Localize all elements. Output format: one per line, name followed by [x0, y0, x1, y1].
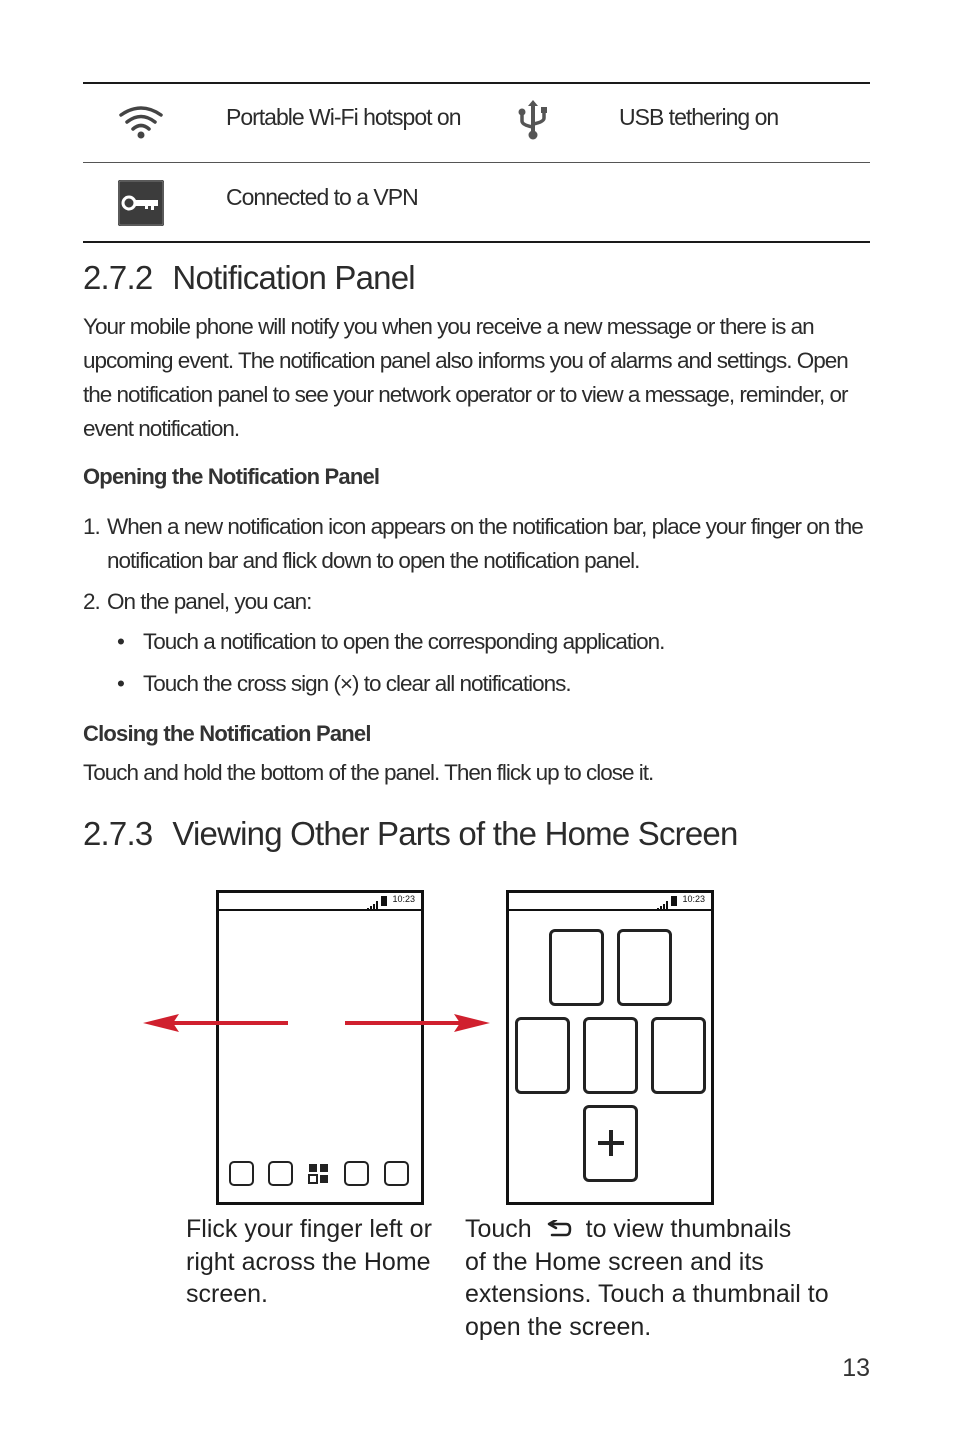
step-1: [83, 510, 873, 580]
thumbnails-phone-illustration: [506, 890, 714, 1205]
section-heading-home-screen: [83, 815, 738, 853]
battery-icon: [671, 896, 677, 906]
arrow-left-icon: [143, 1011, 291, 1040]
wifi-hotspot-icon: [118, 104, 164, 145]
status-bar: [219, 893, 421, 911]
section-title: Notification Panel: [172, 259, 415, 296]
table-bottom-rule: [83, 241, 870, 243]
clock-text: 10:23: [682, 894, 705, 904]
dock-icon: [344, 1161, 369, 1186]
section-title: Viewing Other Parts of the Home Screen: [172, 815, 738, 852]
bullet-text: Touch the cross sign (×) to clear all notifications.: [143, 671, 571, 696]
usb-icon: [518, 99, 548, 146]
home-thumbnail: [515, 1017, 570, 1094]
battery-icon: [381, 896, 387, 906]
caption-after-text: to view thumbnails: [585, 1215, 792, 1243]
app-grid-icon: [308, 1163, 330, 1190]
vpn-label: Connected to a VPN: [226, 184, 418, 210]
bullet-text: Touch a notification to open the corresponding application.: [143, 629, 665, 654]
caption-rest-text: of the Home screen and its extensions. Touch a thumbnail to open the screen.: [465, 1247, 829, 1341]
dock-icon: [384, 1161, 409, 1186]
caption-left: Flick your finger left or right across the Home screen.: [186, 1215, 432, 1308]
closing-subheading: Closing the Notification Panel: [83, 721, 371, 746]
dock-icon: [229, 1161, 254, 1186]
section-number: 2.7.3: [83, 815, 153, 852]
notification-intro-paragraph: Your mobile phone will notify you when you receive a new message or there is an upcoming event. The notification panel also informs you of alarms and settings. Open the notification panel to see your network operator or to view a message, reminder, or event notification.: [83, 314, 848, 441]
bullet-item: [117, 671, 571, 697]
bullet-dot: •: [117, 671, 124, 696]
clock-text: 10:23: [392, 894, 415, 904]
opening-subheading: Opening the Notification Panel: [83, 464, 380, 489]
signal-icon: [367, 897, 379, 906]
hotspot-label: Portable Wi-Fi hotspot on: [226, 104, 461, 130]
home-thumbnail: [651, 1017, 706, 1094]
step-number: 2.: [83, 589, 100, 614]
home-thumbnail: [549, 929, 604, 1006]
section-heading-notification-panel: [83, 259, 415, 297]
caption-right: [465, 1213, 835, 1343]
caption-touch-text: Touch: [465, 1215, 532, 1243]
home-thumbnail: [617, 929, 672, 1006]
plus-icon: [597, 1129, 625, 1162]
signal-icon: [657, 897, 669, 906]
usb-tethering-label: USB tethering on: [619, 104, 779, 130]
home-thumbnail: [583, 1017, 638, 1094]
bullet-item: [117, 629, 664, 655]
vpn-key-icon: [118, 180, 164, 231]
step-text: On the panel, you can:: [107, 589, 312, 614]
step-2: [83, 585, 873, 619]
closing-paragraph: Touch and hold the bottom of the panel. Then flick up to close it.: [83, 760, 654, 785]
table-top-rule: [83, 82, 870, 84]
step-text: When a new notification icon appears on the notification bar, place your finger on the notification bar and flick down to open the notification panel.: [107, 514, 863, 573]
add-thumbnail: [583, 1105, 638, 1182]
home-screen-phone-illustration: [216, 890, 424, 1205]
dock-icon: [268, 1161, 293, 1186]
arrow-right-icon: [343, 1011, 491, 1040]
table-row-divider: [83, 162, 870, 163]
page-number: 13: [842, 1354, 870, 1382]
status-bar: [509, 893, 711, 911]
section-number: 2.7.2: [83, 259, 153, 296]
bullet-dot: •: [117, 629, 124, 654]
back-arrow-icon: [539, 1216, 579, 1238]
step-number: 1.: [83, 514, 100, 539]
